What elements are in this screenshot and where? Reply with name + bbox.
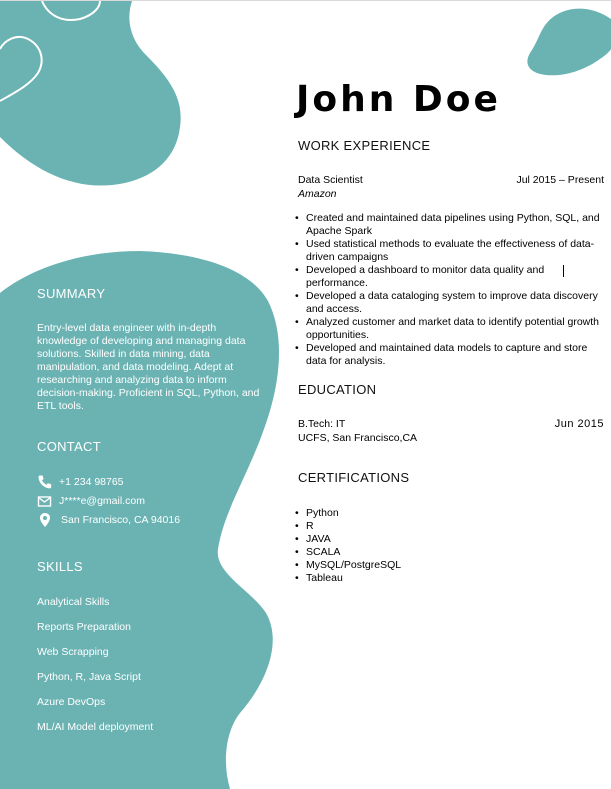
education-date: Jun 2015 [554,418,604,430]
top-right-blob [527,9,611,76]
contact-email [37,493,145,509]
skill-item: Azure DevOps [37,696,106,708]
certification-list [292,507,608,585]
certification-item: • JAVA [292,533,608,546]
phone-icon [37,474,53,490]
work-bullet: • Developed a data cataloging system to improve data discovery and access. [292,290,608,316]
contact-heading: CONTACT [37,439,101,454]
location-text: San Francisco, CA 94016 [61,514,181,526]
candidate-name: John Doe [296,79,501,120]
top-left-blob [0,1,181,186]
email-address: J****e@gmail.com [59,495,145,507]
work-bullet-text: Developed a dashboard to monitor data quality and performance. [306,264,545,289]
work-bullet: • Created and maintained data pipelines using Python, SQL, and Apache Spark [292,212,608,238]
certifications-heading: CERTIFICATIONS [298,470,410,485]
contact-phone [37,474,124,490]
certification-item: • SCALA [292,546,608,559]
contact-location [37,512,180,528]
work-bullet: • Analyzed customer and market data to identify potential growth opportunities. [292,316,608,342]
location-pin-icon [37,512,53,528]
certification-item: • MySQL/PostgreSQL [292,559,608,572]
phone-number: +1 234 98765 [59,476,124,488]
work-experience-heading: WORK EXPERIENCE [298,138,431,153]
work-bullet [292,264,608,290]
mail-icon [37,493,53,509]
work-bullet: • Developed and maintained data models to capture and store data for analysis. [292,342,608,368]
work-bullets [292,212,608,368]
skill-item: Web Scrapping [37,646,109,658]
education-school: UCFS, San Francisco,CA [298,432,418,444]
job-dates: Jul 2015 – Present [516,174,604,186]
skills-heading: SKILLS [37,559,83,574]
skill-item: Analytical Skills [37,596,110,608]
education-heading: EDUCATION [298,382,377,397]
summary-heading: SUMMARY [37,286,106,301]
job-title: Data Scientist [298,174,363,186]
text-cursor [563,265,564,277]
job-company: Amazon [298,188,337,200]
skill-item: Reports Preparation [37,621,131,633]
certification-item: • R [292,520,608,533]
certification-item: • Python [292,507,608,520]
certification-item: • Tableau [292,572,608,585]
skill-item: ML/AI Model deployment [37,721,154,733]
skill-item: Python, R, Java Script [37,671,141,683]
education-degree: B.Tech: IT [298,418,346,430]
work-bullet: • Used statistical methods to evaluate the effectiveness of data-driven campaigns [292,238,608,264]
summary-text: Entry-level data engineer with in-depth knowledge of developing and managing data solutions. Skilled in data mining, data manipulation, and data modeling. Adept at researching and analyzing data to inform decision-making. Proficient in SQL, Python, and ETL tools. [37,322,260,412]
